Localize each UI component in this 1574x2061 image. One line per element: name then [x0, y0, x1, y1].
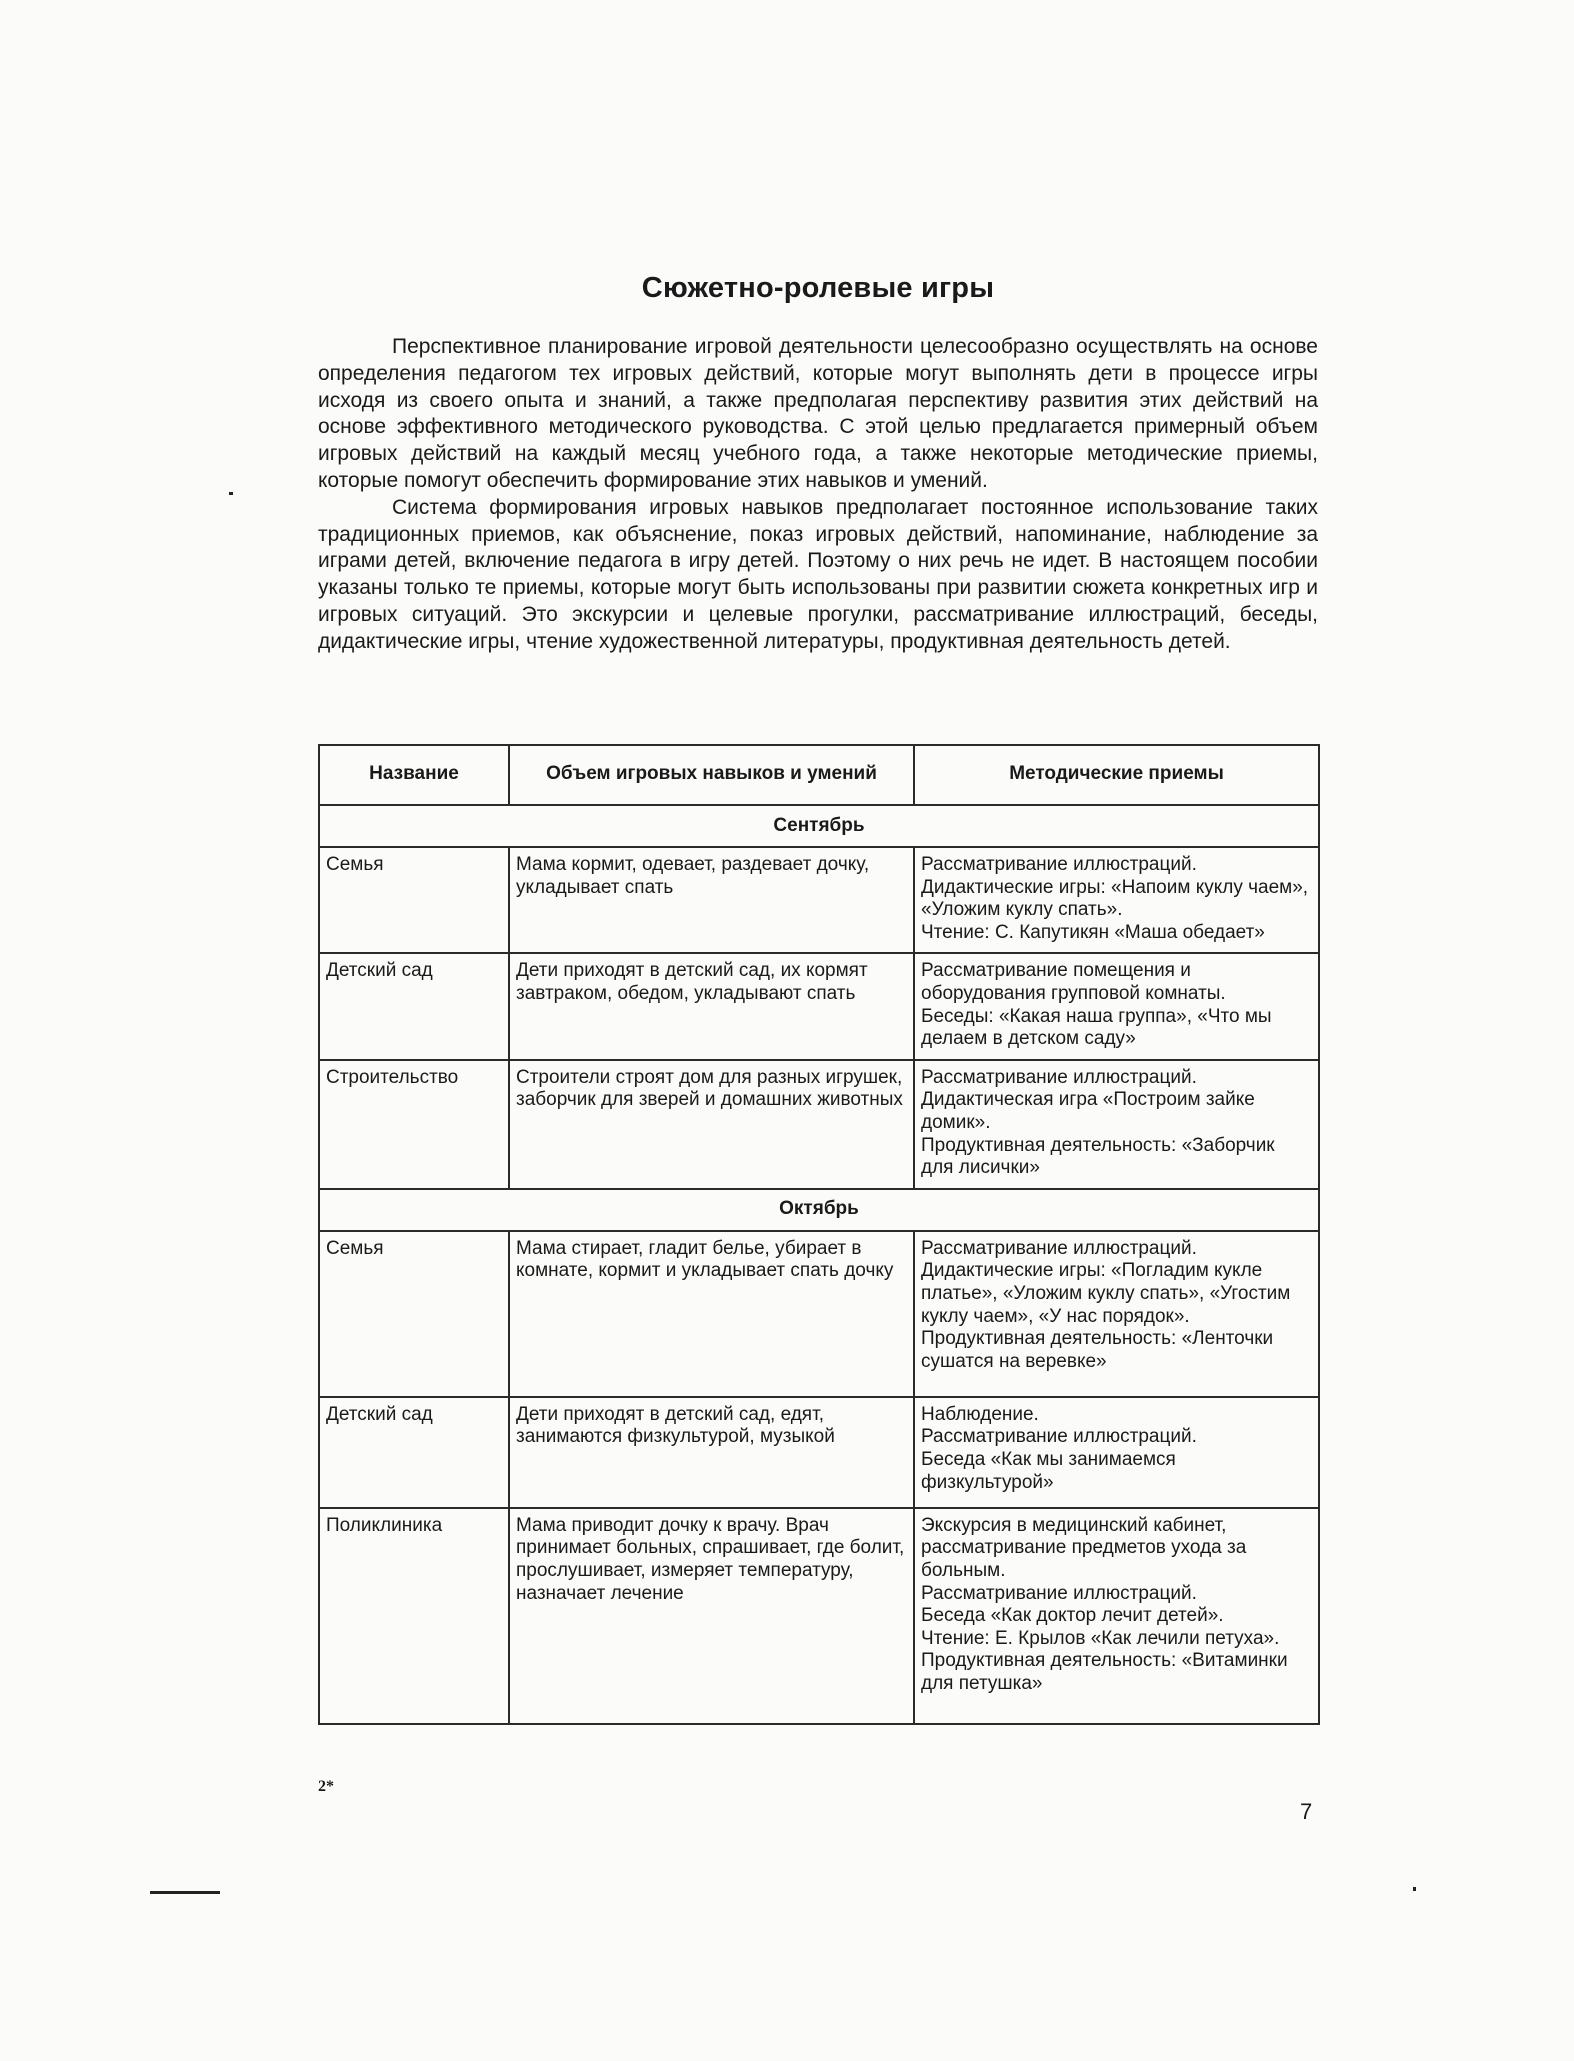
game-name: Детский сад [319, 953, 509, 1059]
table-row [319, 1508, 1319, 1724]
method-item: Продуктивная деятельность: «Витаминки для петушка» [921, 1650, 1288, 1694]
intro-paragraph: Перспективное планирование игровой деятельности целесообразно осуществлять на основе определения педагогом тех игровых действий, которые могут выполнять дети в процессе игры исходя из своего опыта и знаний, а также предполагая перспективу развития этих действий на основе эффективного методического руководства. С этой целью предлагается примерный объем игровых действий на каждый месяц учебного года, а также некоторые методические приемы, которые помогут обеспечить формирование этих навыков и умений. [318, 335, 1318, 492]
table-row [319, 847, 1319, 953]
planning-table [318, 744, 1320, 1725]
scan-line-mark [150, 1891, 220, 1894]
table-row [319, 1397, 1319, 1508]
scan-speck [229, 492, 233, 495]
header-name: Название [319, 745, 509, 805]
method-item: Чтение: Е. Крылов «Как лечили петуха». [921, 1627, 1280, 1649]
game-methods [914, 1397, 1319, 1508]
method-item: Беседа «Как мы занимаемся физкультурой» [921, 1448, 1176, 1493]
table-row [319, 1060, 1319, 1189]
game-methods [914, 1231, 1319, 1397]
intro-paragraph: Система формирования игровых навыков предполагает постоянное использование таких традиционных приемов, как объяснение, показ игровых действий, напоминание, наблюдение за играми детей, включение педагога в игру детей. Поэтому о них речь не идет. В настоящем пособии указаны только те приемы, которые могут быть использованы при развитии сюжета конкретных игр и игровых ситуаций. Это экскурсии и целевые прогулки, рассматривание иллюстраций, беседы, дидактические игры, чтение художественной литературы, продуктивная деятельность детей. [318, 495, 1318, 653]
method-item: Беседа «Как доктор лечит детей». [921, 1605, 1224, 1627]
game-name: Детский сад [319, 1397, 509, 1508]
page-number: 7 [1300, 1799, 1313, 1824]
month-row [319, 805, 1319, 847]
sheet-signature: 2* [318, 1778, 334, 1795]
game-skills: Мама стирает, гладит белье, убирает в комнате, кормит и укладывает спать дочку [509, 1231, 914, 1397]
method-item: Дидактические игры: «Погладим кукле платье», «Уложим куклу спать», «Угостим куклу чаем», «У нас порядок». [921, 1260, 1291, 1327]
game-methods [914, 953, 1319, 1059]
method-item: Чтение: С. Капутикян «Маша обедает» [921, 921, 1265, 943]
method-item: Дидактические игры: «Напоим куклу чаем», «Уложим куклу спать». [921, 876, 1309, 921]
method-item: Рассматривание иллюстраций. [921, 1426, 1197, 1448]
table-header-row [319, 745, 1319, 805]
game-skills: Мама приводит дочку к врачу. Врач принимает больных, спрашивает, где болит, прослушивает, измеряет температуру, назначает лечение [509, 1508, 914, 1724]
month-label: Октябрь [319, 1189, 1319, 1231]
scan-speck [1413, 1887, 1416, 1891]
intro-text [318, 334, 1318, 656]
page-title: Сюжетно-ролевые игры [641, 272, 995, 304]
month-label: Сентябрь [319, 805, 1319, 847]
method-item: Наблюдение. [921, 1403, 1039, 1425]
method-item: Рассматривание иллюстраций. [921, 1582, 1197, 1604]
method-item: Рассматривание иллюстраций. [921, 854, 1197, 875]
game-name: Строительство [319, 1060, 509, 1189]
game-methods [914, 847, 1319, 953]
table-row [319, 1231, 1319, 1397]
game-skills: Дети приходят в детский сад, едят, занимаются физкультурой, музыкой [509, 1397, 914, 1508]
method-item: Экскурсия в медицинский кабинет, рассматривание предметов ухода за больным. [921, 1514, 1247, 1581]
game-name: Поликлиника [319, 1508, 509, 1724]
header-skills: Объем игровых навыков и умений [509, 745, 914, 805]
game-name: Семья [319, 847, 509, 953]
game-skills: Мама кормит, одевает, раздевает дочку, укладывает спать [509, 847, 914, 953]
method-item: Беседы: «Какая наша группа», «Что мы делаем в детском саду» [921, 1005, 1272, 1050]
method-item: Рассматривание иллюстраций. [921, 1066, 1197, 1088]
game-name: Семья [319, 1231, 509, 1397]
method-item: Рассматривание иллюстраций. [921, 1237, 1197, 1259]
header-methods: Методические приемы [914, 745, 1319, 805]
month-row [319, 1189, 1319, 1231]
method-item: Рассматривание помещения и оборудования групповой комнаты. [921, 960, 1226, 1004]
game-skills: Дети приходят в детский сад, их кормят завтраком, обедом, укладывают спать [509, 953, 914, 1059]
method-item: Продуктивная деятельность: «Заборчик для лисички» [921, 1134, 1275, 1179]
game-skills: Строители строят дом для разных игрушек, заборчик для зверей и домашних животных [509, 1060, 914, 1189]
method-item: Продуктивная деятельность: «Ленточки сушатся на веревке» [921, 1328, 1274, 1372]
table-row [319, 953, 1319, 1059]
method-item: Дидактическая игра «Построим зайке домик». [921, 1089, 1255, 1133]
game-methods [914, 1060, 1319, 1189]
game-methods [914, 1508, 1319, 1724]
